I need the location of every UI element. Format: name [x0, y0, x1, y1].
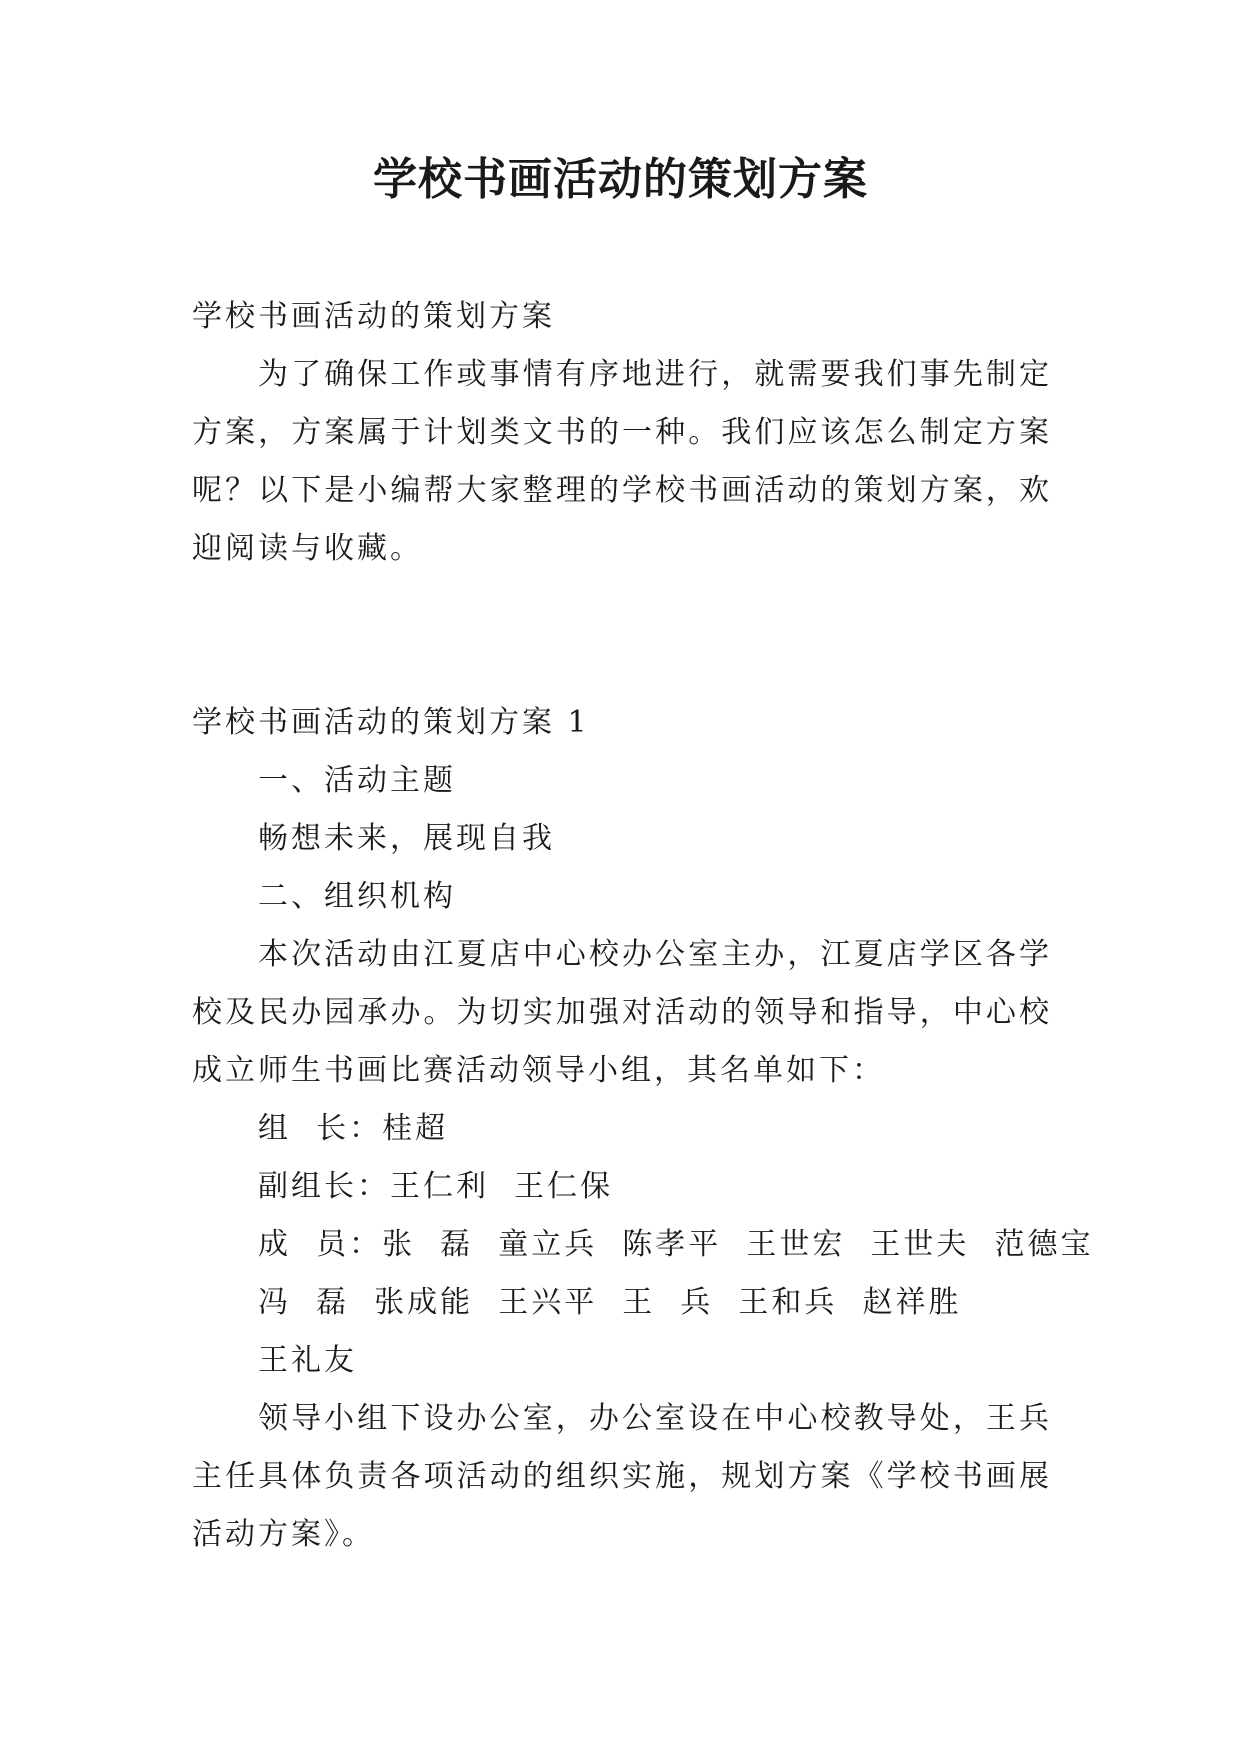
- text-line: 主任具体负责各项活动的组织实施，规划方案《学校书画展: [192, 1459, 1052, 1494]
- text-line: 迎阅读与收藏。: [192, 531, 423, 566]
- text-line: 本次活动由江夏店中心校办公室主办，江夏店学区各学: [258, 937, 1052, 972]
- text-line: 成立师生书画比赛活动领导小组，其名单如下：: [192, 1053, 885, 1088]
- text-line: 学校书画活动的策划方案: [192, 299, 555, 334]
- text-line: 呢？以下是小编帮大家整理的学校书画活动的策划方案，欢: [192, 473, 1052, 508]
- text-line: 一、活动主题: [258, 763, 456, 798]
- text-line: 校及民办园承办。为切实加强对活动的领导和指导，中心校: [192, 995, 1052, 1030]
- document-title: 学校书画活动的策划方案: [373, 154, 868, 205]
- text-line: 冯 磊 张成能 王兴平 王 兵 王和兵 赵祥胜: [258, 1285, 962, 1320]
- text-line: 方案，方案属于计划类文书的一种。我们应该怎么制定方案: [192, 415, 1052, 450]
- text-line: 组 长：桂超: [258, 1111, 449, 1146]
- paragraph-spacer: [192, 578, 1052, 694]
- text-line: 王礼友: [258, 1343, 357, 1378]
- text-line: 二、组织机构: [258, 879, 456, 914]
- text-line: 畅想未来，展现自我: [258, 821, 555, 856]
- text-line: 领导小组下设办公室，办公室设在中心校教导处，王兵: [258, 1401, 1052, 1436]
- document-body: [192, 288, 1094, 1564]
- text-line: 副组长：王仁利 王仁保: [258, 1169, 614, 1204]
- text-line: 为了确保工作或事情有序地进行，就需要我们事先制定: [258, 357, 1052, 392]
- text-line: 活动方案》。: [192, 1517, 375, 1552]
- text-line: 成 员：张 磊 童立兵 陈孝平 王世宏 王世夫 范德宝: [258, 1227, 1094, 1262]
- text-line: 学校书画活动的策划方案 1: [192, 705, 590, 740]
